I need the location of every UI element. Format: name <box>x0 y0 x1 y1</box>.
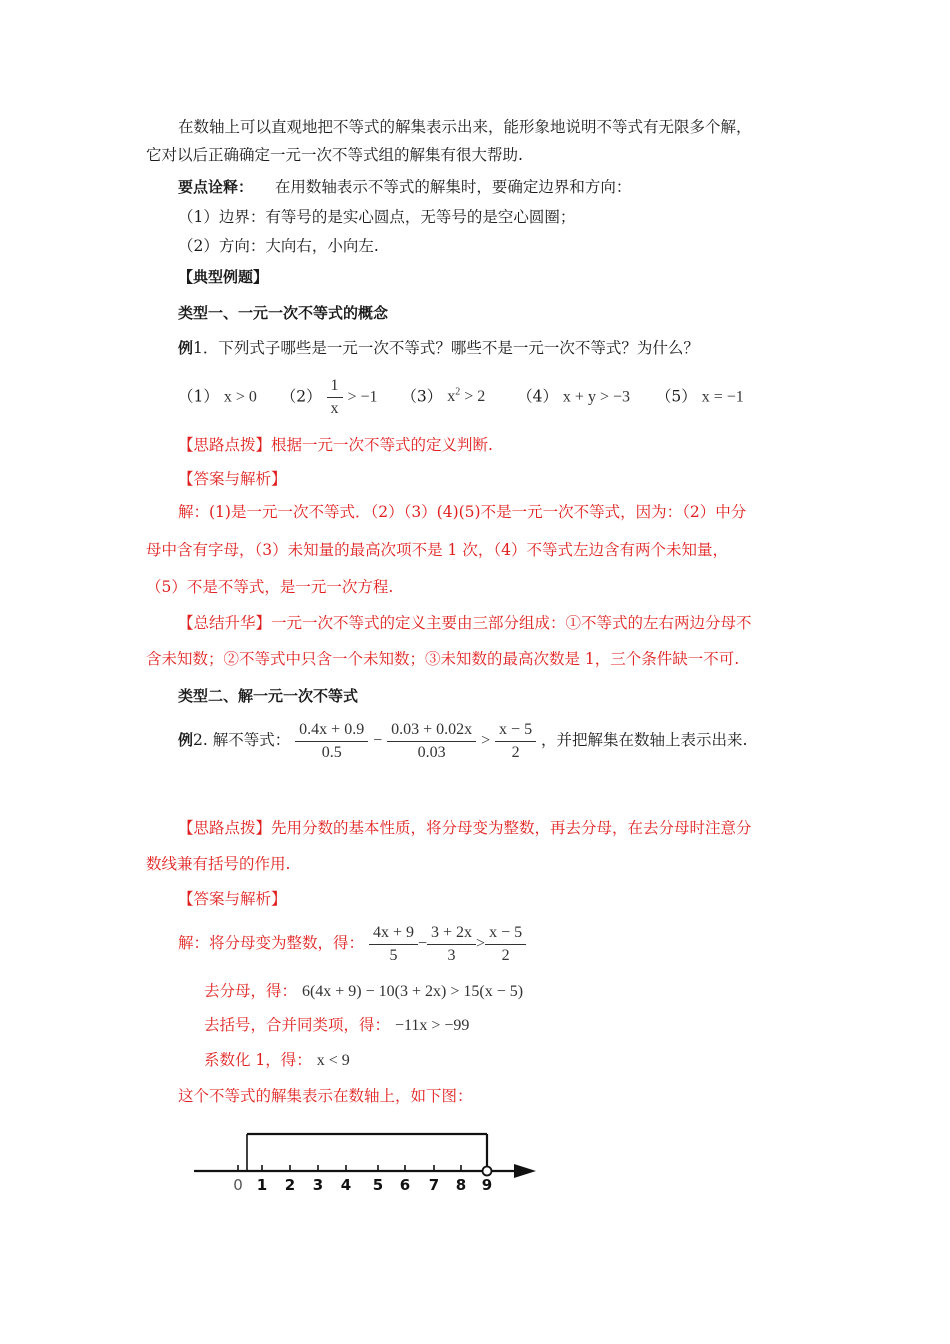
option-2-rest: > −1 <box>347 388 378 406</box>
tick-label: 0 <box>233 1176 243 1194</box>
solution-step-2-expr: 6(4x + 9) − 10(3 + 2x) > 15(x − 5) <box>301 983 524 1000</box>
example1-question <box>178 337 699 359</box>
tick-label: 1 <box>256 1176 268 1194</box>
example2-minus: − <box>373 732 383 749</box>
option-3-exponent: 2 <box>455 387 461 398</box>
option-4-label: （4） <box>517 387 558 406</box>
keypoint-text: 在用数轴表示不等式的解集时，要确定边界和方向： <box>274 178 632 196</box>
tick-label: 2 <box>284 1176 296 1194</box>
tick-label: 5 <box>372 1176 384 1194</box>
keypoint-line <box>178 176 631 198</box>
tick-label: 4 <box>340 1176 352 1194</box>
example2-fraction-3 <box>495 720 536 763</box>
step1-fraction-3 <box>485 923 526 966</box>
example1-hint: 【思路点拨】根据一元一次不等式的定义判断. <box>178 436 493 454</box>
axis-arrow <box>514 1164 536 1178</box>
example2-fraction-1-den: 0.5 <box>321 743 342 761</box>
step1-fraction-2-num: 3 + 2x <box>427 923 476 945</box>
example1-solution-1: 解：(1)是一元一次不等式．（2）（3）(4)(5)不是一元一次不等式，因为：（2）中分 <box>178 503 747 521</box>
example1-options <box>178 371 744 419</box>
example2-hint-1: 【思路点拨】先用分数的基本性质，将分母变为整数，再去分母，在去分母时注意分 <box>178 819 752 837</box>
example1-solution-2: 母中含有字母，（3）未知量的最高次项不是 1 次，（4）不等式左边含有两个未知量， <box>146 541 728 559</box>
example1-summary-2: 含未知数；②不等式中只含一个未知数；③未知数的最高次数是 1，三个条件缺一不可. <box>146 650 740 668</box>
option-2-denominator: x <box>330 399 339 417</box>
tick-label: 7 <box>428 1176 440 1194</box>
option-3-label: （3） <box>401 387 443 406</box>
example1-label: 例 <box>178 339 194 357</box>
example1-answer-title: 【答案与解析】 <box>178 470 287 488</box>
step1-fraction-3-den: 2 <box>501 946 510 964</box>
example2-fraction-1 <box>295 720 368 763</box>
step1-fraction-1-num: 4x + 9 <box>369 923 418 945</box>
solution-step-4-text: 系数化 1，得： <box>204 1051 312 1069</box>
tick-label: 3 <box>312 1176 324 1194</box>
option-3-expr <box>447 388 485 405</box>
example2-fraction-2-den: 0.03 <box>417 743 446 761</box>
example2-fraction-2-num: 0.03 + 0.02x <box>387 720 476 742</box>
example2-fraction-3-num: x − 5 <box>495 720 536 742</box>
intro-line-2: 它对以后正确确定一元一次不等式组的解集有很大帮助. <box>146 146 523 164</box>
solution-step-2 <box>204 980 523 1003</box>
option-2-fraction <box>327 376 343 419</box>
option-5-expr: x = −1 <box>701 388 744 406</box>
option-3-base: x <box>447 388 456 406</box>
example1-summary-1: 【总结升华】一元一次不等式的定义主要由三部分组成：①不等式的左右两边分母不 <box>178 614 752 632</box>
step1-fraction-2-den: 3 <box>447 946 456 964</box>
example1-text: 1．下列式子哪些是一元一次不等式？哪些不是一元一次不等式？为什么？ <box>193 339 699 357</box>
option-2-numerator: 1 <box>327 376 343 398</box>
step1-fraction-2 <box>427 923 476 966</box>
option-2-label: （2） <box>280 387 322 406</box>
tick-label: 9 <box>481 1176 493 1194</box>
solution-step-4-expr: x < 9 <box>316 1052 350 1069</box>
step1-fraction-1 <box>369 923 418 966</box>
solution-step-3-expr: −11x > −99 <box>394 1017 470 1034</box>
type2-title: 类型二、解一元一次不等式 <box>178 687 359 705</box>
keypoint-item-1: （1）边界：有等号的是实心圆点，无等号的是空心圆圈； <box>178 208 576 226</box>
example2-suffix: ，并把解集在数轴上表示出来. <box>541 731 748 749</box>
intro-line-1: 在数轴上可以直观地把不等式的解集表示出来，能形象地说明不等式有无限多个解， <box>178 118 752 136</box>
example2-question <box>178 716 747 765</box>
option-4-expr: x + y > −3 <box>562 388 630 406</box>
number-line <box>180 1118 550 1198</box>
step1-gt: > <box>476 935 486 952</box>
solution-step-1-text: 解：将分母变为整数，得： <box>178 934 365 952</box>
type1-title: 类型一、一元一次不等式的概念 <box>178 304 389 322</box>
keypoint-label: 要点诠释： <box>178 178 254 196</box>
example2-label: 例 <box>178 731 194 749</box>
solution-step-3 <box>204 1014 469 1037</box>
option-3-rest: > 2 <box>464 388 486 406</box>
example2-gt: > <box>481 732 491 749</box>
example2-fraction-1-num: 0.4x + 0.9 <box>295 720 368 742</box>
example2-fraction-3-den: 2 <box>511 743 520 761</box>
section-title: 【典型例题】 <box>178 268 269 286</box>
step1-fraction-1-den: 5 <box>389 946 398 964</box>
example2-answer-title: 【答案与解析】 <box>178 890 287 908</box>
example1-solution-3: （5）不是不等式，是一元一次方程. <box>146 578 394 596</box>
keypoint-item-2: （2）方向：大向右，小向左. <box>178 237 379 255</box>
example2-hint-2: 数线兼有括号的作用. <box>146 855 291 873</box>
solution-step-4 <box>204 1049 350 1072</box>
option-1-label: （1） <box>178 387 219 406</box>
tick-label: 6 <box>399 1176 411 1194</box>
solution-step-1 <box>178 919 526 968</box>
example2-prefix: 2. 解不等式： <box>193 731 291 749</box>
tick-label: 8 <box>455 1176 467 1194</box>
solution-step-2-text: 去分母，得： <box>204 982 298 1000</box>
solution-step-3-text: 去括号，合并同类项，得： <box>204 1016 391 1034</box>
step1-fraction-3-num: x − 5 <box>485 923 526 945</box>
option-5-label: （5） <box>655 387 697 406</box>
option-1-expr: x > 0 <box>223 388 257 406</box>
step1-minus: − <box>417 935 428 952</box>
example2-fraction-2 <box>387 720 476 763</box>
numberline-caption: 这个不等式的解集表示在数轴上，如下图： <box>178 1087 473 1105</box>
open-circle-at-9 <box>483 1167 492 1176</box>
